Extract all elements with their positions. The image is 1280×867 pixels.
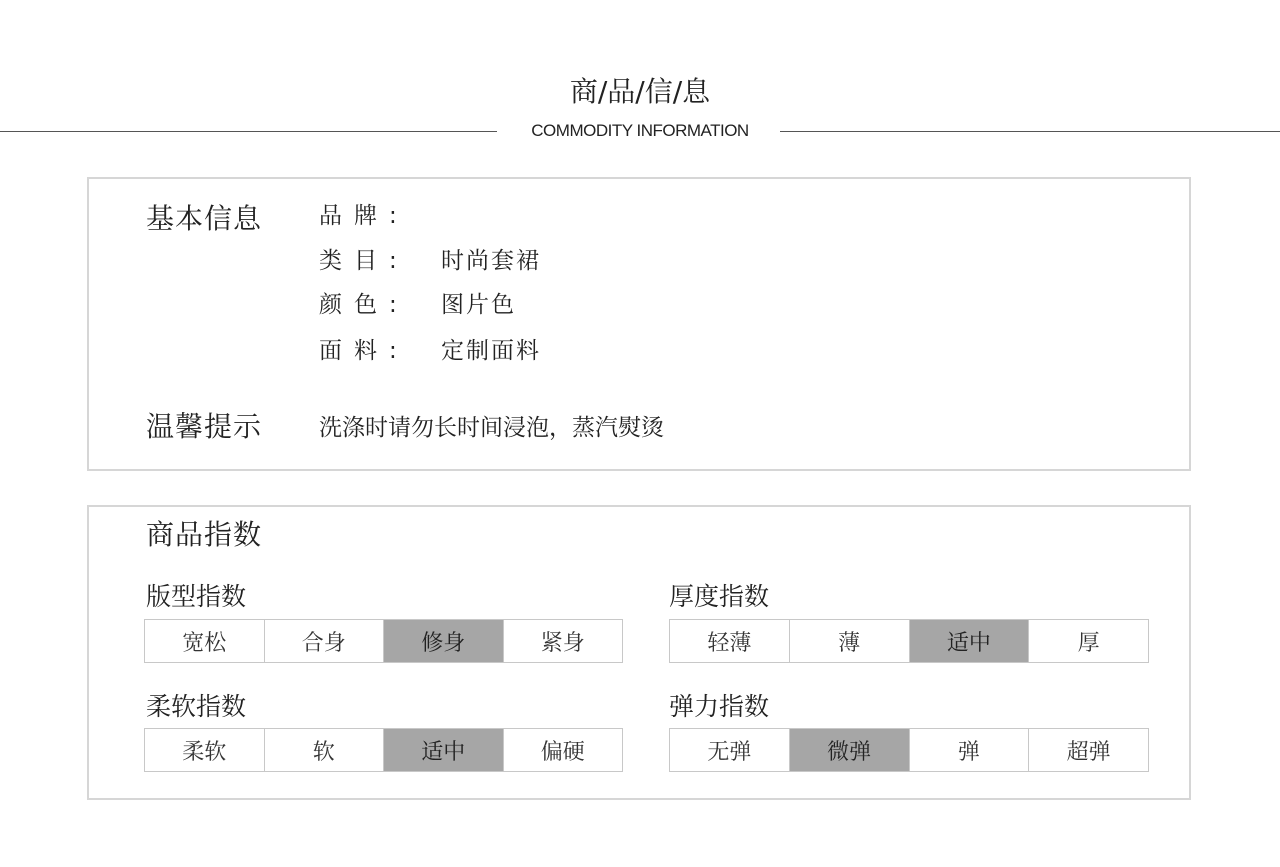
- thickness-option-2: 薄: [789, 620, 909, 662]
- fit-option-2: 合身: [264, 620, 384, 662]
- product-index-panel: [87, 505, 1191, 800]
- elasticity-option-2: 微弹: [789, 729, 909, 771]
- basic-info-panel: [87, 177, 1191, 471]
- fit-option-4: 紧身: [503, 620, 623, 662]
- fabric-value: 定制面料: [441, 338, 541, 364]
- page-subtitle: COMMODITY INFORMATION: [531, 121, 749, 140]
- product-index-heading: 商品指数: [146, 518, 263, 551]
- basic-info-heading: 基本信息: [146, 202, 263, 235]
- tips-text: 洗涤时请勿长时间浸泡，蒸汽熨烫: [319, 415, 664, 441]
- fabric-label: 面料:: [319, 338, 409, 364]
- softness-option-3: 适中: [383, 729, 503, 771]
- color-label: 颜色:: [319, 292, 409, 318]
- fit-option-1: 宽松: [182, 630, 227, 656]
- softness-index-title: 柔软指数: [146, 692, 247, 721]
- fit-option-3: 修身: [383, 620, 503, 662]
- thickness-option-3: 适中: [909, 620, 1029, 662]
- elasticity-option-4: 超弹: [1028, 729, 1148, 771]
- softness-option-1: 柔软: [182, 739, 227, 765]
- elasticity-option-3: 弹: [909, 729, 1029, 771]
- thickness-index-title: 厚度指数: [669, 582, 770, 611]
- brand-label: 品牌:: [319, 203, 409, 229]
- thickness-option-1: 轻薄: [707, 630, 752, 656]
- color-value: 图片色: [441, 292, 516, 318]
- tips-heading: 温馨提示: [146, 410, 263, 443]
- elasticity-option-1: 无弹: [707, 739, 752, 765]
- softness-index-scale: [144, 728, 623, 772]
- thickness-option-4: 厚: [1028, 620, 1148, 662]
- softness-option-2: 软: [264, 729, 384, 771]
- category-value: 时尚套裙: [441, 248, 541, 274]
- page-title: 商/品/信/息: [569, 75, 711, 108]
- softness-option-4: 偏硬: [503, 729, 623, 771]
- fit-index-title: 版型指数: [146, 582, 247, 611]
- category-label: 类目:: [319, 248, 409, 274]
- elasticity-index-scale: [669, 728, 1149, 772]
- thickness-index-scale: [669, 619, 1149, 663]
- fit-index-scale: [144, 619, 623, 663]
- elasticity-index-title: 弹力指数: [669, 692, 770, 721]
